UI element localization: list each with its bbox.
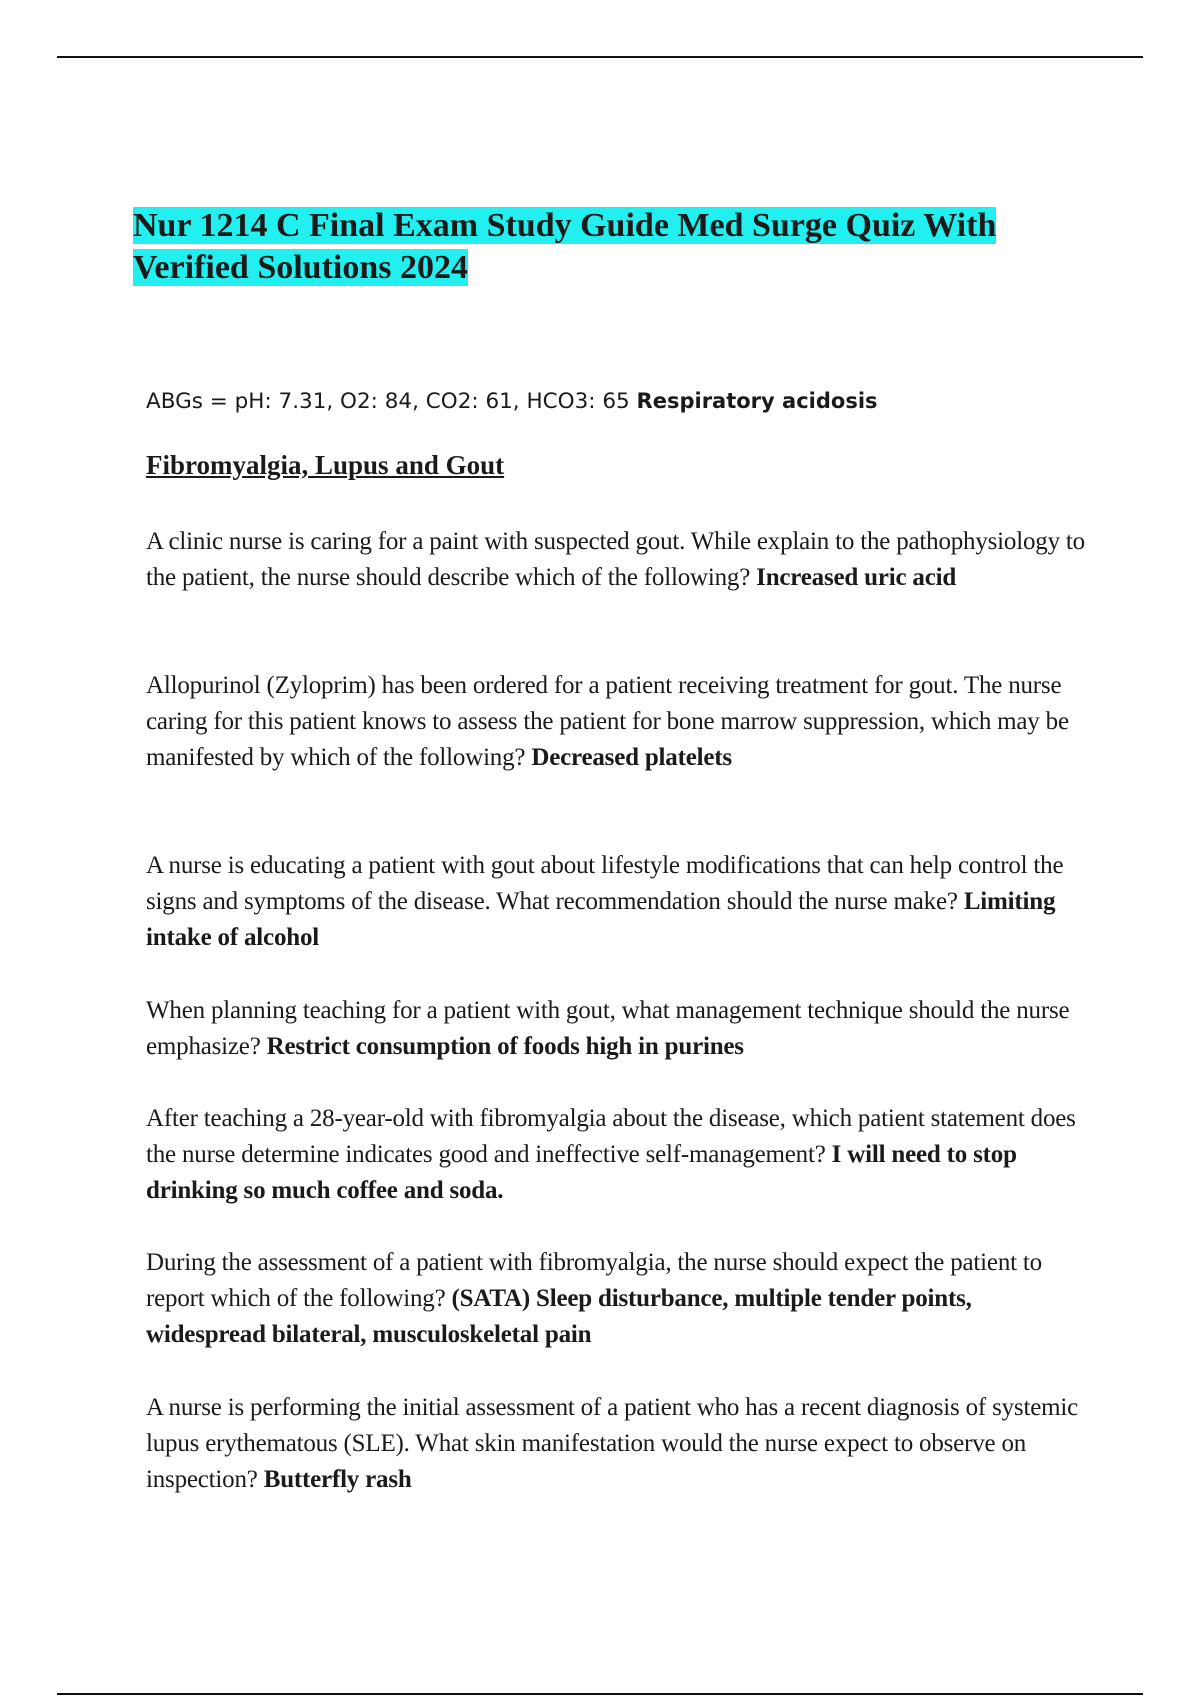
question-item <box>146 668 1096 776</box>
question-item <box>146 993 1096 1065</box>
question-item <box>146 848 1096 956</box>
answer-text: Increased uric acid <box>756 564 957 591</box>
question-text: A clinic nurse is caring for a paint with suspected gout. While explain to the pathophysiology to the patient, the nurse should describe which of the following? <box>146 528 1085 591</box>
question-item <box>146 1390 1096 1498</box>
abg-line <box>146 389 878 414</box>
header-rule <box>57 56 1143 58</box>
section-heading: Fibromyalgia, Lupus and Gout <box>146 450 505 480</box>
question-item <box>146 1101 1096 1209</box>
question-text: Allopurinol (Zyloprim) has been ordered for a patient receiving treatment for gout. The nurse caring for this patient knows to assess the patient for bone marrow suppression, which may be manifested by which of the following? <box>146 672 1069 771</box>
abg-answer: Respiratory acidosis <box>636 389 878 413</box>
question-text: A nurse is educating a patient with gout about lifestyle modifications that can help control the signs and symptoms of the disease. What recommendation should the nurse make? <box>146 852 1064 915</box>
answer-text: Limiting intake of alcohol <box>146 888 1056 951</box>
answer-text: Restrict consumption of foods high in purines <box>266 1033 744 1060</box>
question-item <box>146 1245 1096 1353</box>
question-text: A nurse is performing the initial assessment of a patient who has a recent diagnosis of systemic lupus erythematous (SLE). What skin manifestation would the nurse expect to observe on inspection? <box>146 1394 1078 1493</box>
answer-text: Decreased platelets <box>531 744 732 771</box>
question-text: When planning teaching for a patient with gout, what management technique should the nurse emphasize? <box>146 997 1070 1060</box>
footer-rule <box>57 1693 1143 1695</box>
answer-text: I will need to stop drinking so much coffee and soda. <box>146 1141 1017 1204</box>
abg-values: ABGs = pH: 7.31, O2: 84, CO2: 61, HCO3: 65 <box>146 389 630 414</box>
answer-text: (SATA) Sleep disturbance, multiple tender points, widespread bilateral, musculoskeletal pain <box>146 1285 972 1348</box>
question-text: After teaching a 28-year-old with fibromyalgia about the disease, which patient statement does the nurse determine indicates good and ineffective self-management? <box>146 1105 1076 1168</box>
question-text: During the assessment of a patient with fibromyalgia, the nurse should expect the patient to report which of the following? <box>146 1249 1042 1312</box>
answer-text: Butterfly rash <box>263 1466 412 1493</box>
title-highlight: Nur 1214 C Final Exam Study Guide Med Surge Quiz With Verified Solutions 2024 <box>133 207 997 286</box>
question-item <box>146 524 1096 596</box>
document-title <box>133 205 1083 289</box>
